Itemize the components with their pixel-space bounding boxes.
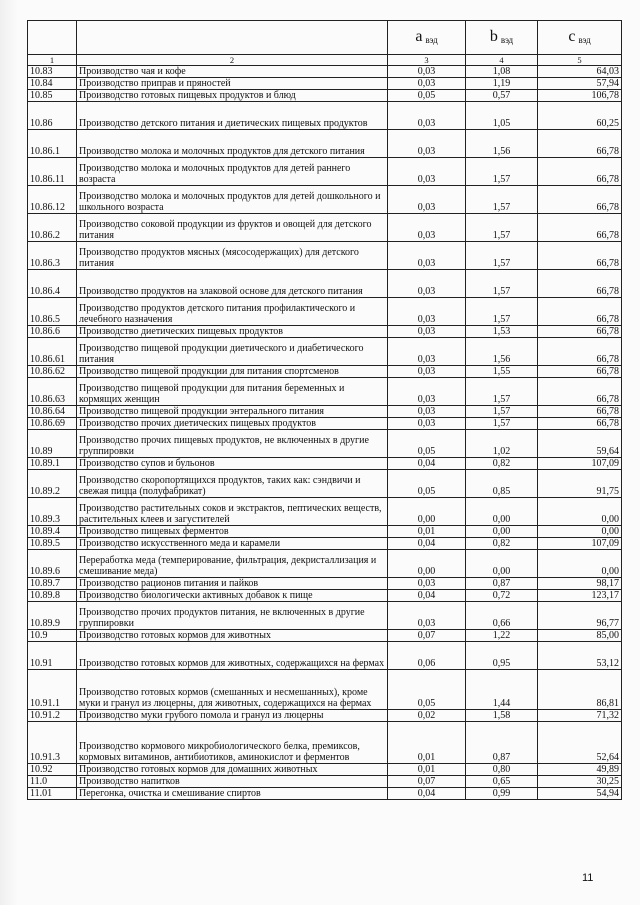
cell-code: 10.92 bbox=[28, 764, 77, 776]
cell-a: 0,03 bbox=[388, 326, 466, 338]
cell-name: Производство молока и молочных продуктов для детского питания bbox=[77, 130, 388, 158]
table-row bbox=[28, 710, 622, 722]
cell-c: 66,78 bbox=[538, 418, 622, 430]
table-row bbox=[28, 214, 622, 242]
cell-b: 0,82 bbox=[466, 538, 538, 550]
cell-name: Производство молока и молочных продуктов для детей дошкольного и школьного возраста bbox=[77, 186, 388, 214]
cell-code: 10.89.7 bbox=[28, 578, 77, 590]
cell-a: 0,04 bbox=[388, 788, 466, 800]
table-row bbox=[28, 788, 622, 800]
cell-a: 0,05 bbox=[388, 670, 466, 710]
cell-name: Производство продуктов на злаковой основе для детского питания bbox=[77, 270, 388, 298]
table-row bbox=[28, 776, 622, 788]
cell-c: 107,09 bbox=[538, 538, 622, 550]
cell-code: 10.86.11 bbox=[28, 158, 77, 186]
table-row bbox=[28, 186, 622, 214]
cell-c: 66,78 bbox=[538, 158, 622, 186]
cell-c: 60,25 bbox=[538, 102, 622, 130]
cell-b: 1,56 bbox=[466, 338, 538, 366]
cell-name: Производство пищевой продукции энтерального питания bbox=[77, 406, 388, 418]
header-c-sub: вэд bbox=[578, 35, 591, 45]
cell-a: 0,00 bbox=[388, 550, 466, 578]
cell-code: 11.0 bbox=[28, 776, 77, 788]
cell-code: 10.86.4 bbox=[28, 270, 77, 298]
cell-name: Производство продуктов детского питания профилактического и лечебного назначения bbox=[77, 298, 388, 326]
scan-shadow bbox=[0, 0, 18, 905]
cell-code: 10.86.64 bbox=[28, 406, 77, 418]
cell-b: 1,57 bbox=[466, 214, 538, 242]
table-header-row bbox=[28, 21, 622, 55]
column-index-3: 3 bbox=[388, 55, 466, 66]
cell-c: 0,00 bbox=[538, 526, 622, 538]
cell-a: 0,03 bbox=[388, 298, 466, 326]
cell-c: 66,78 bbox=[538, 186, 622, 214]
table-row bbox=[28, 670, 622, 710]
cell-a: 0,03 bbox=[388, 378, 466, 406]
cell-code: 10.86.6 bbox=[28, 326, 77, 338]
table-row bbox=[28, 538, 622, 550]
cell-b: 1,57 bbox=[466, 242, 538, 270]
cell-a: 0,01 bbox=[388, 526, 466, 538]
cell-name: Производство биологически активных добавок к пище bbox=[77, 590, 388, 602]
cell-b: 1,19 bbox=[466, 78, 538, 90]
table-row bbox=[28, 90, 622, 102]
column-index-row bbox=[28, 55, 622, 66]
cell-b: 1,57 bbox=[466, 298, 538, 326]
table-row bbox=[28, 630, 622, 642]
cell-name: Производство кормового микробиологического белка, премиксов, кормовых витаминов, антибиотиков, аминокислот и ферментов bbox=[77, 722, 388, 764]
cell-name: Производство пищевой продукции диетического и диабетического питания bbox=[77, 338, 388, 366]
table-row bbox=[28, 242, 622, 270]
cell-a: 0,05 bbox=[388, 470, 466, 498]
table-row bbox=[28, 66, 622, 78]
cell-a: 0,03 bbox=[388, 270, 466, 298]
cell-a: 0,03 bbox=[388, 418, 466, 430]
header-name-cell bbox=[77, 21, 388, 55]
cell-code: 10.89.3 bbox=[28, 498, 77, 526]
cell-c: 66,78 bbox=[538, 130, 622, 158]
cell-code: 10.91.1 bbox=[28, 670, 77, 710]
cell-code: 10.89.5 bbox=[28, 538, 77, 550]
cell-b: 1,56 bbox=[466, 130, 538, 158]
cell-b: 0,65 bbox=[466, 776, 538, 788]
table-row bbox=[28, 158, 622, 186]
cell-b: 1,08 bbox=[466, 66, 538, 78]
cell-b: 1,22 bbox=[466, 630, 538, 642]
cell-code: 10.9 bbox=[28, 630, 77, 642]
cell-c: 106,78 bbox=[538, 90, 622, 102]
cell-name: Производство растительных соков и экстрактов, пептических веществ, растительных клеев и загустителей bbox=[77, 498, 388, 526]
cell-c: 53,12 bbox=[538, 642, 622, 670]
table-row bbox=[28, 470, 622, 498]
cell-code: 10.89.2 bbox=[28, 470, 77, 498]
table-row bbox=[28, 270, 622, 298]
cell-a: 0,04 bbox=[388, 538, 466, 550]
table-row bbox=[28, 430, 622, 458]
table-row bbox=[28, 602, 622, 630]
table-row bbox=[28, 550, 622, 578]
cell-c: 91,75 bbox=[538, 470, 622, 498]
cell-name: Производство напитков bbox=[77, 776, 388, 788]
table-row bbox=[28, 406, 622, 418]
cell-b: 0,99 bbox=[466, 788, 538, 800]
cell-a: 0,03 bbox=[388, 130, 466, 158]
header-b-cell bbox=[466, 21, 538, 55]
cell-code: 10.89.9 bbox=[28, 602, 77, 630]
column-index-1: 1 bbox=[28, 55, 77, 66]
cell-c: 66,78 bbox=[538, 406, 622, 418]
table-row bbox=[28, 102, 622, 130]
table-row bbox=[28, 338, 622, 366]
table-row bbox=[28, 298, 622, 326]
cell-name: Производство готовых кормов (смешанных и несмешанных), кроме муки и гранул из люцерны, для животных, содержащихся на фермах bbox=[77, 670, 388, 710]
cell-b: 0,82 bbox=[466, 458, 538, 470]
cell-name: Производство пищевой продукции для питания беременных и кормящих женщин bbox=[77, 378, 388, 406]
cell-code: 10.89 bbox=[28, 430, 77, 458]
cell-b: 0,87 bbox=[466, 722, 538, 764]
page-number: 11 bbox=[582, 872, 594, 884]
cell-code: 10.86 bbox=[28, 102, 77, 130]
cell-c: 123,17 bbox=[538, 590, 622, 602]
cell-a: 0,03 bbox=[388, 602, 466, 630]
cell-code: 10.89.6 bbox=[28, 550, 77, 578]
cell-b: 1,57 bbox=[466, 406, 538, 418]
cell-b: 1,55 bbox=[466, 366, 538, 378]
cell-code: 10.91 bbox=[28, 642, 77, 670]
cell-name: Производство молока и молочных продуктов для детей раннего возраста bbox=[77, 158, 388, 186]
table-row bbox=[28, 326, 622, 338]
cell-c: 66,78 bbox=[538, 378, 622, 406]
cell-c: 66,78 bbox=[538, 270, 622, 298]
cell-a: 0,03 bbox=[388, 578, 466, 590]
cell-code: 10.89.1 bbox=[28, 458, 77, 470]
cell-code: 10.86.12 bbox=[28, 186, 77, 214]
cell-code: 10.89.8 bbox=[28, 590, 77, 602]
cell-a: 0,05 bbox=[388, 90, 466, 102]
cell-c: 0,00 bbox=[538, 498, 622, 526]
cell-name: Производство готовых кормов для домашних животных bbox=[77, 764, 388, 776]
cell-a: 0,03 bbox=[388, 214, 466, 242]
cell-b: 1,53 bbox=[466, 326, 538, 338]
cell-name: Производство готовых кормов для животных bbox=[77, 630, 388, 642]
cell-name: Производство соковой продукции из фруктов и овощей для детского питания bbox=[77, 214, 388, 242]
cell-c: 49,89 bbox=[538, 764, 622, 776]
cell-code: 11.01 bbox=[28, 788, 77, 800]
header-a-sub: вэд bbox=[425, 35, 438, 45]
cell-a: 0,03 bbox=[388, 338, 466, 366]
cell-c: 71,32 bbox=[538, 710, 622, 722]
cell-c: 59,64 bbox=[538, 430, 622, 458]
table-row bbox=[28, 78, 622, 90]
cell-name: Производство скоропортящихся продуктов, таких как: сэндвичи и свежая пицца (полуфабрикат) bbox=[77, 470, 388, 498]
table-row bbox=[28, 526, 622, 538]
cell-code: 10.86.5 bbox=[28, 298, 77, 326]
cell-c: 30,25 bbox=[538, 776, 622, 788]
cell-name: Производство чая и кофе bbox=[77, 66, 388, 78]
cell-a: 0,04 bbox=[388, 590, 466, 602]
cell-c: 66,78 bbox=[538, 242, 622, 270]
header-a-label: a bbox=[415, 28, 423, 45]
cell-code: 10.86.63 bbox=[28, 378, 77, 406]
cell-name: Производство диетических пищевых продуктов bbox=[77, 326, 388, 338]
cell-a: 0,01 bbox=[388, 722, 466, 764]
cell-name: Производство муки грубого помола и гранул из люцерны bbox=[77, 710, 388, 722]
table-row bbox=[28, 642, 622, 670]
cell-name: Производство пищевых ферментов bbox=[77, 526, 388, 538]
cell-code: 10.86.3 bbox=[28, 242, 77, 270]
cell-name: Производство прочих пищевых продуктов, не включенных в другие группировки bbox=[77, 430, 388, 458]
cell-c: 57,94 bbox=[538, 78, 622, 90]
cell-b: 1,58 bbox=[466, 710, 538, 722]
cell-code: 10.86.61 bbox=[28, 338, 77, 366]
cell-name: Производство продуктов мясных (мясосодержащих) для детского питания bbox=[77, 242, 388, 270]
table-row bbox=[28, 378, 622, 406]
cell-a: 0,03 bbox=[388, 406, 466, 418]
cell-name: Производство пищевой продукции для питания спортсменов bbox=[77, 366, 388, 378]
header-b-sub: вэд bbox=[500, 35, 514, 45]
cell-name: Производство прочих диетических пищевых продуктов bbox=[77, 418, 388, 430]
table-row bbox=[28, 590, 622, 602]
header-a-cell bbox=[388, 21, 466, 55]
cell-code: 10.86.2 bbox=[28, 214, 77, 242]
cell-a: 0,03 bbox=[388, 78, 466, 90]
cell-c: 54,94 bbox=[538, 788, 622, 800]
cell-name: Производство готовых кормов для животных, содержащихся на фермах bbox=[77, 642, 388, 670]
cell-name: Перегонка, очистка и смешивание спиртов bbox=[77, 788, 388, 800]
column-index-5: 5 bbox=[538, 55, 622, 66]
header-c-label: c bbox=[568, 28, 576, 45]
cell-b: 0,80 bbox=[466, 764, 538, 776]
cell-b: 1,57 bbox=[466, 418, 538, 430]
cell-name: Производство приправ и пряностей bbox=[77, 78, 388, 90]
cell-name: Производство супов и бульонов bbox=[77, 458, 388, 470]
cell-name: Производство прочих продуктов питания, не включенных в другие группировки bbox=[77, 602, 388, 630]
cell-b: 1,57 bbox=[466, 270, 538, 298]
cell-c: 0,00 bbox=[538, 550, 622, 578]
header-code-cell bbox=[28, 21, 77, 55]
cell-c: 98,17 bbox=[538, 578, 622, 590]
table-row bbox=[28, 764, 622, 776]
cell-c: 66,78 bbox=[538, 214, 622, 242]
cell-b: 0,72 bbox=[466, 590, 538, 602]
cell-b: 0,00 bbox=[466, 498, 538, 526]
cell-a: 0,01 bbox=[388, 764, 466, 776]
cell-c: 66,78 bbox=[538, 366, 622, 378]
cell-b: 1,57 bbox=[466, 158, 538, 186]
cell-a: 0,03 bbox=[388, 66, 466, 78]
cell-c: 64,03 bbox=[538, 66, 622, 78]
cell-name: Производство рационов питания и пайков bbox=[77, 578, 388, 590]
column-index-4: 4 bbox=[466, 55, 538, 66]
cell-a: 0,06 bbox=[388, 642, 466, 670]
header-b-label: b bbox=[489, 28, 498, 45]
cell-code: 10.84 bbox=[28, 78, 77, 90]
table-row bbox=[28, 578, 622, 590]
table-row bbox=[28, 722, 622, 764]
table-row bbox=[28, 130, 622, 158]
table-row bbox=[28, 498, 622, 526]
cell-a: 0,07 bbox=[388, 776, 466, 788]
cell-b: 1,57 bbox=[466, 186, 538, 214]
cell-a: 0,03 bbox=[388, 366, 466, 378]
cell-c: 86,81 bbox=[538, 670, 622, 710]
cell-c: 66,78 bbox=[538, 298, 622, 326]
cell-b: 0,00 bbox=[466, 550, 538, 578]
cell-code: 10.89.4 bbox=[28, 526, 77, 538]
cell-a: 0,03 bbox=[388, 102, 466, 130]
column-index-2: 2 bbox=[77, 55, 388, 66]
cell-name: Переработка меда (темперирование, фильтрация, декристаллизация и смешивание меда) bbox=[77, 550, 388, 578]
cell-b: 0,87 bbox=[466, 578, 538, 590]
cell-code: 10.83 bbox=[28, 66, 77, 78]
table-row bbox=[28, 366, 622, 378]
cell-code: 10.91.3 bbox=[28, 722, 77, 764]
cell-b: 0,85 bbox=[466, 470, 538, 498]
table-row bbox=[28, 458, 622, 470]
cell-b: 1,05 bbox=[466, 102, 538, 130]
cell-c: 107,09 bbox=[538, 458, 622, 470]
cell-code: 10.86.62 bbox=[28, 366, 77, 378]
cell-b: 0,66 bbox=[466, 602, 538, 630]
cell-c: 66,78 bbox=[538, 338, 622, 366]
cell-b: 0,95 bbox=[466, 642, 538, 670]
cell-b: 1,02 bbox=[466, 430, 538, 458]
cell-c: 66,78 bbox=[538, 326, 622, 338]
cell-name: Производство готовых пищевых продуктов и блюд bbox=[77, 90, 388, 102]
cell-c: 52,64 bbox=[538, 722, 622, 764]
cell-code: 10.86.1 bbox=[28, 130, 77, 158]
cell-a: 0,03 bbox=[388, 186, 466, 214]
cell-c: 96,77 bbox=[538, 602, 622, 630]
cell-b: 1,57 bbox=[466, 378, 538, 406]
cell-a: 0,07 bbox=[388, 630, 466, 642]
cell-a: 0,02 bbox=[388, 710, 466, 722]
header-c-cell bbox=[538, 21, 622, 55]
cell-code: 10.85 bbox=[28, 90, 77, 102]
coefficients-table bbox=[27, 20, 622, 800]
cell-code: 10.91.2 bbox=[28, 710, 77, 722]
cell-name: Производство искусственного меда и карамели bbox=[77, 538, 388, 550]
cell-c: 85,00 bbox=[538, 630, 622, 642]
cell-a: 0,03 bbox=[388, 158, 466, 186]
cell-name: Производство детского питания и диетических пищевых продуктов bbox=[77, 102, 388, 130]
cell-b: 0,57 bbox=[466, 90, 538, 102]
cell-a: 0,00 bbox=[388, 498, 466, 526]
cell-a: 0,03 bbox=[388, 242, 466, 270]
cell-a: 0,04 bbox=[388, 458, 466, 470]
cell-b: 0,00 bbox=[466, 526, 538, 538]
table-row bbox=[28, 418, 622, 430]
cell-code: 10.86.69 bbox=[28, 418, 77, 430]
cell-a: 0,05 bbox=[388, 430, 466, 458]
cell-b: 1,44 bbox=[466, 670, 538, 710]
